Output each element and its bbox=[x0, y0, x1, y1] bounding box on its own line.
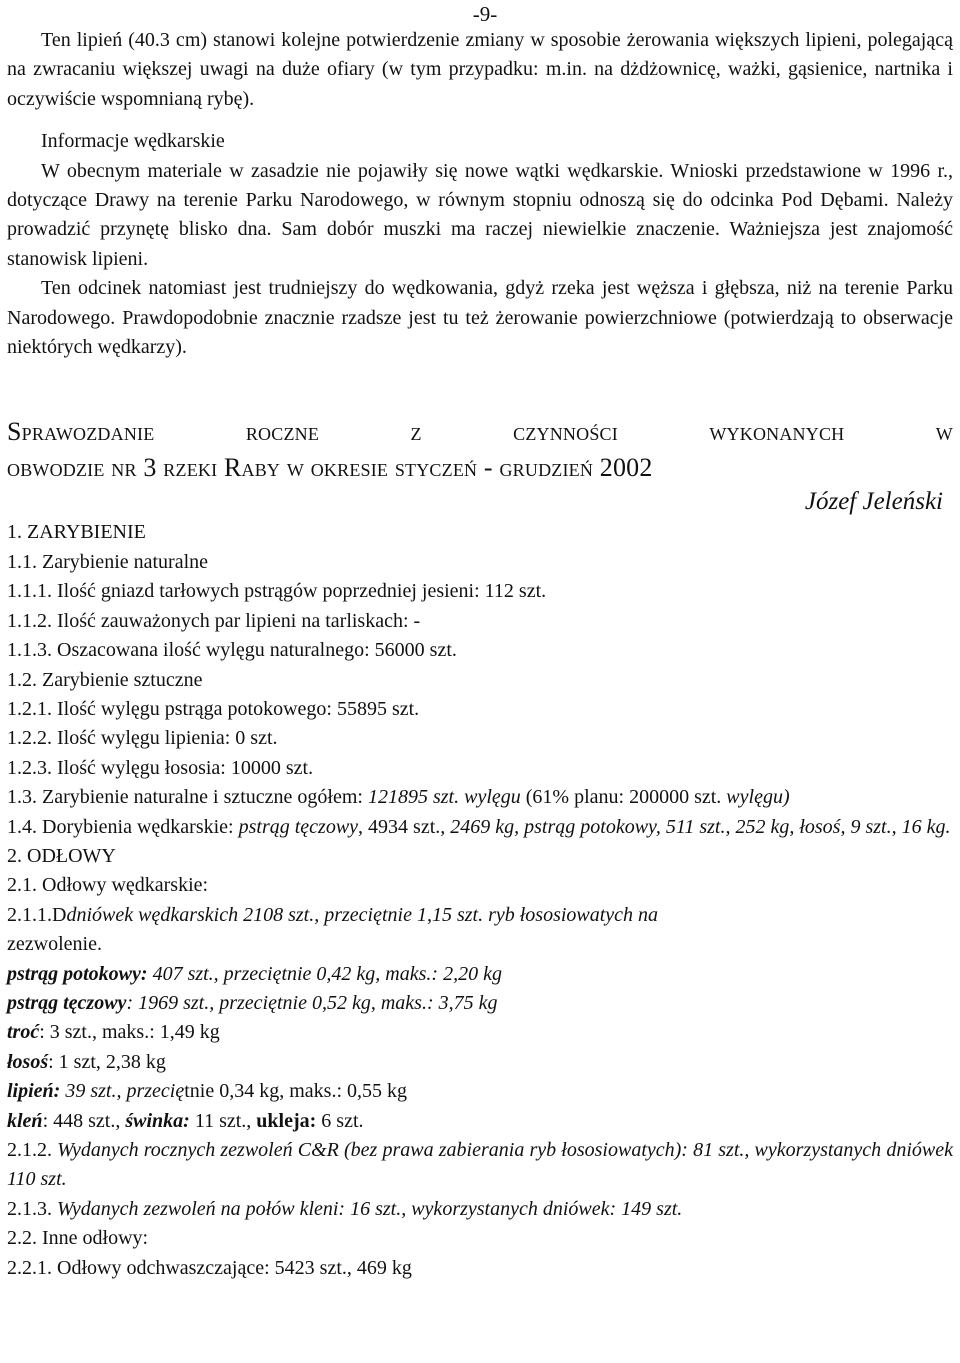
item-1-2-3: 1.2.3. Ilość wylęgu łososia: 10000 szt. bbox=[7, 756, 314, 779]
item-text-italic: 121895 szt. wylęgu bbox=[367, 786, 521, 809]
item-text: 2.1.1.D bbox=[7, 903, 67, 926]
item-2-1-1 bbox=[7, 901, 953, 960]
item-text-italic: wylęgu) bbox=[726, 786, 790, 809]
species-label: świnka: bbox=[125, 1109, 190, 1132]
report-title-line-2 bbox=[7, 450, 953, 486]
item-text: , 4934 szt. bbox=[358, 815, 441, 838]
item-text: 2.1.3. bbox=[7, 1197, 57, 1220]
species-label: lipień: bbox=[7, 1080, 61, 1103]
item-1: 1. ZARYBIENIE bbox=[7, 521, 146, 544]
report-title-part: rzeki Raby w okresie styczeń - grudzień bbox=[156, 453, 600, 483]
item-1-1: 1.1. Zarybienie naturalne bbox=[7, 550, 209, 573]
item-text: 2.1.2. bbox=[7, 1139, 58, 1161]
document-page bbox=[7, 0, 953, 1283]
report-title-part: obwodzie nr bbox=[7, 453, 144, 483]
species-label: ukleja: bbox=[256, 1109, 317, 1132]
item-1-4 bbox=[7, 813, 953, 842]
author: Józef Jeleński bbox=[804, 488, 943, 516]
catch-values: 407 szt., przeciętnie 0,42 kg, maks.: 2,20 kg bbox=[147, 962, 502, 985]
catch-sea-trout bbox=[7, 1018, 953, 1047]
section-title-info: Informacje wędkarskie bbox=[41, 130, 225, 153]
catch-chub-nase-bleak bbox=[7, 1107, 953, 1136]
item-1-3 bbox=[7, 783, 953, 812]
item-1-2: 1.2. Zarybienie sztuczne bbox=[7, 668, 203, 691]
item-1-1-2: 1.1.2. Ilość zauważonych par lipieni na tarliskach: - bbox=[7, 609, 421, 632]
info-paragraph-2: Ten odcinek natomiast jest trudniejszy do wędkowania, gdyż rzeka jest węższa i głębsza, niż na terenie Parku Narodowego. Prawdopodobnie znacznie rzadsze jest tu też żerowanie powierzchniowe (potwierdzają to obserwacje niektórych wędkarzy). bbox=[7, 277, 953, 359]
catch-salmon bbox=[7, 1048, 953, 1077]
item-text: (61% planu: 200000 szt. bbox=[520, 786, 727, 809]
catch-values: : 3 szt., maks.: 1,49 kg bbox=[39, 1021, 220, 1044]
catch-values: 39 szt. bbox=[60, 1080, 117, 1103]
info-paragraph-1: W obecnym materiale w zasadzie nie pojawiły się nowe wątki wędkarskie. Wnioski przedstawione w 1996 r., dotyczące Drawy na terenie Parku Narodowego, w równym stopniu odnoszą się do odcinka Pod Dębami. Należy prowadzić przynętę blisko dna. Sam dobór muszki ma raczej niewielkie znaczenie. Ważniejsza jest znajomość stanowisk lipieni. bbox=[7, 159, 953, 270]
catch-values: : 1969 szt., przeciętnie 0,52 kg, maks.: 3,75 kg bbox=[126, 991, 498, 1014]
report-title-year: 2002 bbox=[599, 453, 653, 483]
species-label: troć bbox=[7, 1021, 40, 1044]
item-text-italic: Wydanych zezwoleń na połów kleni: 16 szt., wykorzystanych dniówek: 149 szt. bbox=[57, 1197, 683, 1220]
item-text: 1.4. Dorybienia wędkarskie: bbox=[7, 815, 239, 838]
intro-paragraph: Ten lipień (40.3 cm) stanowi kolejne potwierdzenie zmiany w sposobie żerowania większych lipieni, polegającą na zwracaniu większej uwagi na duże ofiary (w tym przypadku: m.in. na dżdżownicę, ważki, gąsienice, nartnika i oczywiście wspomnianą rybę). bbox=[7, 29, 953, 110]
catch-values: : 1 szt, 2,38 kg bbox=[48, 1050, 166, 1073]
species-label: pstrąg potokowy: bbox=[7, 962, 148, 985]
item-2-1-2 bbox=[7, 1136, 953, 1195]
catch-brown-trout bbox=[7, 960, 953, 989]
report-title-line-1: Sprawozdanie roczne z czynności wykonanych w bbox=[7, 417, 953, 447]
item-text-italic: , 2469 kg, pstrąg potokowy, 511 szt., 252 kg, łosoś, 9 szt., 16 kg. bbox=[440, 815, 951, 838]
catch-values: , przecię bbox=[116, 1080, 185, 1103]
item-text-italic: Wydanych rocznych zezwoleń C&R (bez prawa zabierania ryb łososiowatych): 81 szt., wykorzystanych dniówek 110 szt. bbox=[7, 1139, 953, 1191]
item-text-italic: dniówek wędkarskich 2108 szt., przeciętnie 1,15 szt. ryb łososiowatych na bbox=[66, 903, 659, 926]
item-1-2-2: 1.2.2. Ilość wylęgu lipienia: 0 szt. bbox=[7, 727, 278, 750]
item-1-2-1: 1.2.1. Ilość wylęgu pstrąga potokowego: 55895 szt. bbox=[7, 697, 420, 720]
item-2-2: 2.2. Inne odłowy: bbox=[7, 1227, 149, 1250]
item-1-1-3: 1.1.3. Oszacowana ilość wylęgu naturalnego: 56000 szt. bbox=[7, 639, 457, 662]
spacer bbox=[7, 114, 953, 127]
item-2-1-3 bbox=[7, 1195, 953, 1224]
item-text-italic: pstrąg tęczowy bbox=[238, 815, 359, 838]
item-text: 1.3. Zarybienie naturalne i sztuczne ogółem: bbox=[7, 786, 368, 809]
item-text: zezwolenie. bbox=[7, 933, 102, 956]
catch-rainbow-trout bbox=[7, 989, 953, 1018]
item-2: 2. ODŁOWY bbox=[7, 844, 116, 867]
catch-values: 6 szt. bbox=[316, 1109, 364, 1132]
catch-values: 11 szt., bbox=[189, 1109, 257, 1132]
report-title-district-number: 3 bbox=[143, 453, 157, 483]
page-number: -9- bbox=[472, 2, 498, 26]
species-label: łosoś bbox=[7, 1050, 49, 1073]
item-1-1-1: 1.1.1. Ilość gniazd tarłowych pstrągów poprzedniej jesieni: 112 szt. bbox=[7, 580, 547, 603]
item-2-2-1: 2.2.1. Odłowy odchwaszczające: 5423 szt., 469 kg bbox=[7, 1256, 412, 1279]
item-2-1: 2.1. Odłowy wędkarskie: bbox=[7, 874, 209, 897]
catch-values: tnie 0,34 kg, maks.: 0,55 kg bbox=[184, 1080, 407, 1103]
spacer bbox=[7, 362, 953, 414]
catch-grayling bbox=[7, 1077, 953, 1106]
species-label: pstrąg tęczowy bbox=[7, 991, 127, 1014]
species-label: kleń bbox=[7, 1109, 43, 1132]
catch-values: : 448 szt., bbox=[42, 1109, 126, 1132]
